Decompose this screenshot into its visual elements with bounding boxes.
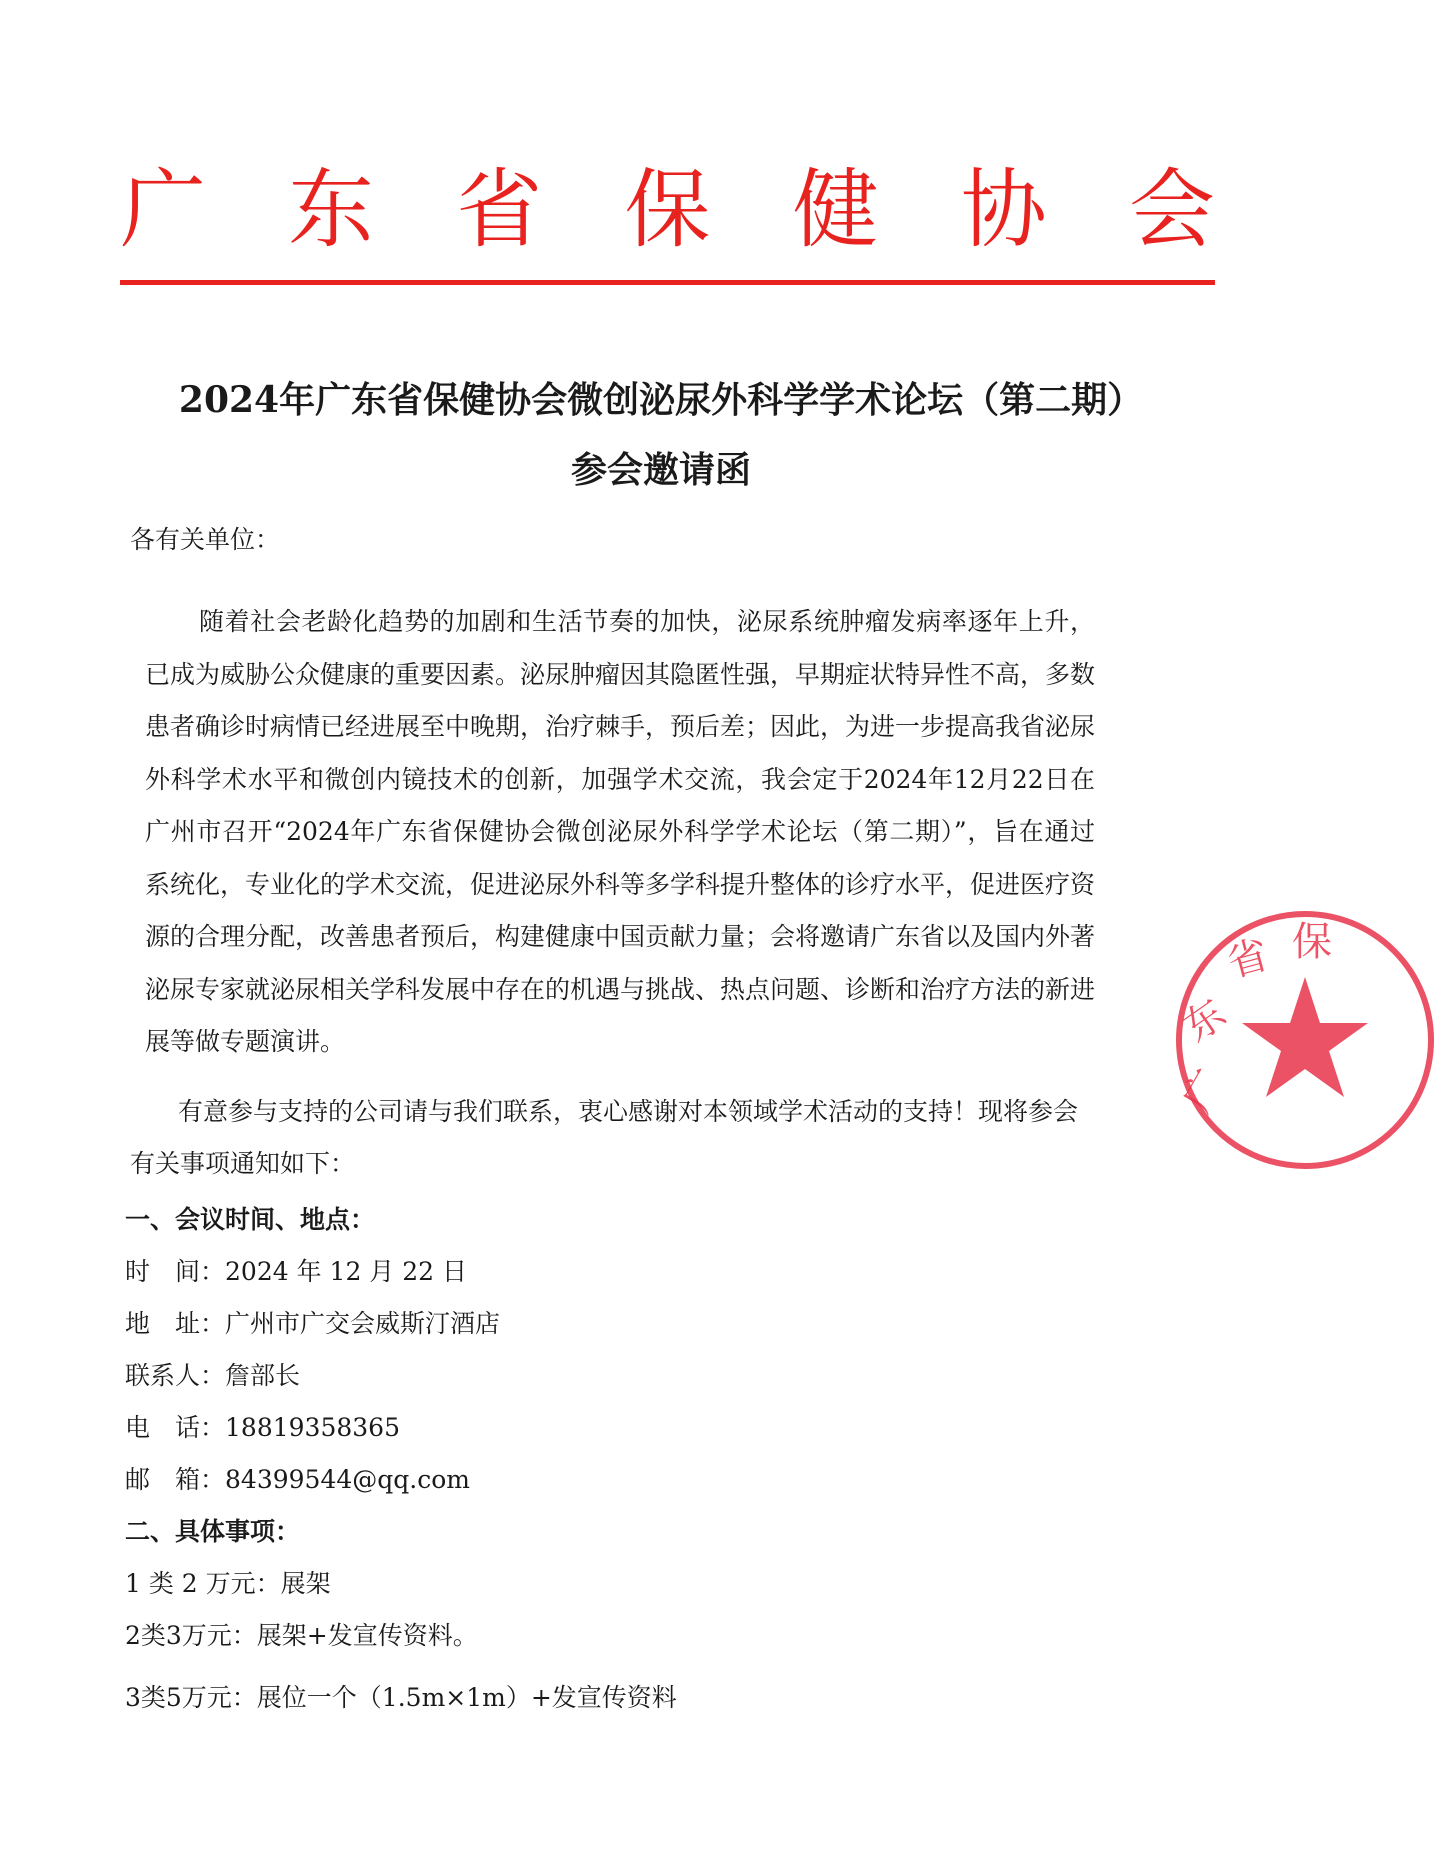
letterhead: [120, 150, 1215, 290]
detail-value: 18819358365: [225, 1413, 400, 1442]
letterhead-char: 协: [960, 160, 1047, 260]
detail-row-address: [125, 1304, 500, 1344]
body-paragraph-intro: 随着社会老龄化趋势的加剧和生活节奏的加快，泌尿系统肿瘤发病率逐年上升，已成为威胁公众健康的重要因素。泌尿肿瘤因其隐匿性强，早期症状特异性不高，多数患者确诊时病情已经进展至中晚期，治疗棘手，预后差；因此，为进一步提高我省泌尿外科学术水平和微创内镜技术的创新，加强学术交流，我会定于2024年12月22日在广州市召开“2024年广东省保健协会微创泌尿外科学学术论坛（第二期）”，旨在通过系统化，专业化的学术交流，促进泌尿外科等多学科提升整体的诊疗水平，促进医疗资源的合理分配，改善患者预后，构建健康中国贡献力量；会将邀请广东省以及国内外著泌尿专家就泌尿相关学科发展中存在的机遇与挑战、热点问题、诊断和治疗方法的新进展等做专题演讲。: [145, 607, 1096, 1056]
letterhead-char: 会: [1128, 160, 1215, 260]
document-title: 2024年广东省保健协会微创泌尿外科学学术论坛（第二期）: [178, 379, 1144, 421]
sponsorship-tier: 1 类 2 万元：展架: [125, 1569, 331, 1598]
sponsorship-tier: 2类3万元：展架+发宣传资料。: [125, 1621, 478, 1650]
svg-text:东: 东: [1175, 990, 1235, 1052]
svg-text:广: 广: [1173, 1062, 1234, 1120]
official-seal: [1170, 905, 1440, 1175]
letterhead-char: 健: [792, 160, 879, 260]
detail-value: 2024 年 12 月 22 日: [225, 1257, 467, 1286]
letterhead-char: 东: [288, 160, 375, 260]
section-heading-details: 二、具体事项：: [125, 1517, 301, 1546]
detail-label: 电 话：: [125, 1413, 226, 1442]
detail-label: 地 址：: [125, 1309, 226, 1338]
detail-label: 联系人：: [125, 1361, 226, 1390]
salutation: 各有关单位：: [130, 525, 281, 554]
letterhead-char: 保: [624, 160, 711, 260]
detail-row-contact: [125, 1356, 300, 1396]
detail-value: 84399544@qq.com: [225, 1465, 470, 1494]
letterhead-divider: [120, 280, 1215, 285]
organization-name: [120, 150, 1215, 270]
svg-text:保: 保: [1292, 919, 1332, 965]
detail-value: 詹部长: [225, 1361, 301, 1390]
letterhead-char: 省: [456, 160, 543, 260]
svg-text:省: 省: [1222, 931, 1274, 987]
detail-row-phone: [125, 1408, 400, 1448]
section-heading-meeting: 一、会议时间、地点：: [125, 1205, 376, 1234]
detail-row-time: [125, 1252, 467, 1292]
body-paragraph-invitation: 有意参与支持的公司请与我们联系，衷心感谢对本领域学术活动的支持！现将参会有关事项通知如下：: [130, 1097, 1079, 1178]
letterhead-char: 广: [120, 160, 206, 260]
document-subtitle: 参会邀请函: [570, 449, 751, 491]
detail-label: 邮 箱：: [125, 1465, 226, 1494]
detail-value: 广州市广交会威斯汀酒店: [225, 1309, 501, 1338]
detail-label: 时 间：: [125, 1257, 226, 1286]
sponsorship-tier: 3类5万元：展位一个（1.5m×1m）+发宣传资料: [125, 1683, 677, 1712]
detail-row-email: [125, 1460, 470, 1500]
